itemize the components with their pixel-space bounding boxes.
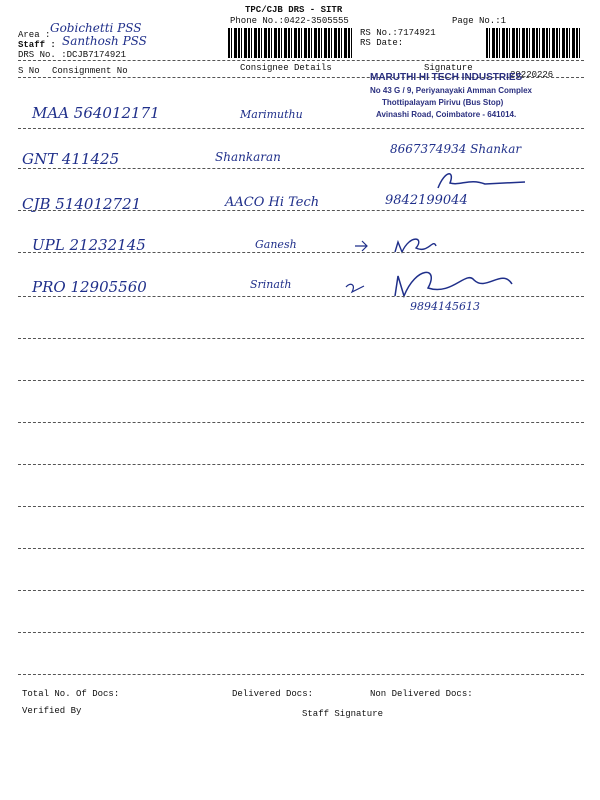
row-3-consignee: AACO Hi Tech xyxy=(225,195,320,210)
ruled-line xyxy=(18,548,584,549)
document-title: TPC/CJB DRS - SITR xyxy=(245,5,343,15)
row-2-signature: 8667374934 Shankar xyxy=(390,142,522,156)
row-3-signature-scribble xyxy=(430,168,530,193)
col-sno: S No xyxy=(18,66,40,76)
ruled-line xyxy=(18,210,584,211)
divider-top xyxy=(18,60,584,61)
ruled-line xyxy=(18,464,584,465)
col-consignment: Consignment No xyxy=(52,66,128,76)
row-1-consignee: Marimuthu xyxy=(240,108,303,121)
delivered-docs-label: Delivered Docs: xyxy=(232,689,314,699)
row-5-consignment: PRO 12905560 xyxy=(32,278,147,296)
company-stamp-line1: MARUTHI HI TECH INDUSTRIES xyxy=(370,72,523,83)
verified-by-label: Verified By xyxy=(22,706,82,716)
ruled-line xyxy=(18,506,584,507)
row-3-consignment: CJB 514012721 xyxy=(22,195,142,213)
col-date: 20220226 xyxy=(510,70,554,80)
ruled-line xyxy=(18,674,584,675)
ruled-line xyxy=(18,422,584,423)
ruled-line xyxy=(18,338,584,339)
non-delivered-docs-label: Non Delivered Docs: xyxy=(370,689,473,699)
staff-signature-label: Staff Signature xyxy=(302,709,384,719)
company-stamp-line3: Thottipalayam Pirivu (Bus Stop) xyxy=(382,98,504,107)
phone-number: Phone No.:0422-3505555 xyxy=(230,16,349,26)
drs-number: DRS No. :DCJB7174921 xyxy=(18,50,127,60)
ruled-line xyxy=(18,590,584,591)
staff-handwritten: Santhosh PSS xyxy=(62,34,147,48)
row-2-consignment: GNT 411425 xyxy=(22,150,120,168)
row-5-signature: 9894145613 xyxy=(410,300,480,313)
staff-label: Staff : xyxy=(18,40,56,50)
area-label: Area : xyxy=(18,30,51,40)
row-1-consignment: MAA 564012171 xyxy=(32,104,160,122)
rs-number: RS No.:7174921 xyxy=(360,28,436,38)
ruled-line xyxy=(18,252,584,253)
page-number: Page No.:1 xyxy=(452,16,507,26)
ruled-line xyxy=(18,168,584,169)
barcode-right xyxy=(486,28,582,58)
ruled-line xyxy=(18,380,584,381)
ruled-line xyxy=(18,128,584,129)
ruled-line xyxy=(18,296,584,297)
rs-date: RS Date: xyxy=(360,38,404,48)
ruled-line xyxy=(18,632,584,633)
total-docs-label: Total No. Of Docs: xyxy=(22,689,120,699)
col-consignee: Consignee Details xyxy=(240,63,332,73)
barcode-left xyxy=(228,28,352,58)
row-2-consignee: Shankaran xyxy=(215,150,281,164)
row-4-consignee: Ganesh xyxy=(255,238,297,251)
company-stamp-line2: No 43 G / 9, Periyanayaki Amman Complex xyxy=(370,86,532,95)
company-stamp-line4: Avinashi Road, Coimbatore - 641014. xyxy=(376,110,517,119)
row-4-consignment: UPL 21232145 xyxy=(32,236,146,254)
row-5-consignee: Srinath xyxy=(250,278,292,291)
col-signature: Signature xyxy=(424,63,473,73)
row-3-signature: 9842199044 xyxy=(385,193,468,208)
area-handwritten: Gobichetti PSS xyxy=(50,21,142,35)
